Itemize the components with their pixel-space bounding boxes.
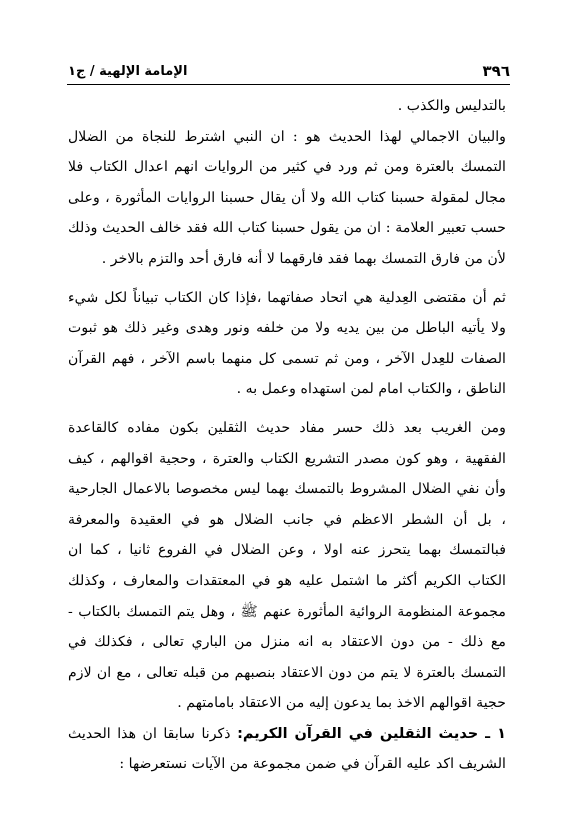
running-title: الإمامة الإلهية / ج١	[68, 63, 188, 79]
header-divider	[67, 84, 510, 85]
page-header	[68, 58, 510, 84]
paragraph-gap	[68, 405, 506, 413]
body-text	[68, 91, 506, 780]
paragraph: والبيان الاجمالي لهذا الحديث هو : ان النبي اشترط للنجاة من الضلال التمسك بالعترة ومن ثم ورد في كثير من الروايات انهم اعدال الكتاب فلا مجال لمقولة حسبنا كتاب الله ولا أن يقال حسبنا الروايات المأثورة ، وعلى حسب تعبير العلامة : ان من يقول حسبنا كتاب الله فقد خالف الحديث وذلك لأن من فارق التمسك بهما فقد فارقهما لا أنه فارق أحد والتزم بالاخر .	[68, 128, 506, 267]
paragraph: ومن الغريب بعد ذلك حسر مفاد حديث الثقلين بكون مفاده كالقاعدة الفقهية ، وهو كون مصدر التشريع الكتاب والعترة ، وحجية اقوالهم ، كيف وأن نفي الضلال المشروط بالتمسك بهما ليس مخصوصا بالاعمال الجارحية ، بل أن الشطر الاعظم في جانب الضلال هو في العقيدة والمعرفة فبالتمسك بهما يتحرز عنه اولا ، وعن الضلال في الفروع ثانيا ، كما ان الكتاب الكريم أكثر ما اشتمل عليه هو في المعتقدات والمعارف ، وكذلك مجموعة المنظومة الروائية المأثورة عنهم ﷺ ، وهل يتم التمسك بالكتاب - مع ذلك - من دون الاعتقاد به انه منزل من الباري تعالى ، فكذلك في التمسك بالعترة لا يتم من دون الاعتقاد بنصبهم من قبله تعالى ، مع ان لازم حجية اقوالهم الاخذ بما يدعون إليه من الاعتقاد بامامتهم .	[68, 419, 506, 712]
paragraph-gap	[68, 275, 506, 283]
section-heading: ١ ـ حديث الثقلين في القرآن الكريم:	[237, 725, 506, 742]
section-text: ذكرنا سابقا ان هذا الحديث الشريف اكد عليه القرآن في ضمن مجموعة من الآيات نستعرضها :	[68, 725, 506, 773]
section-paragraph	[68, 719, 506, 780]
paragraph: ثم أن مقتضى العِدلية هي اتحاد صفاتهما ،فإذا كان الكتاب تبياناً لكل شيء ولا يأتيه الباطل من بين يديه ولا من خلفه ونور وهدى وغير ذلك هو ثبوت الصفات للعِدل الآخر ، ومن ثم تسمى كل منهما باسم الآخر ، فهم القرآن الناطق ، والكتاب امام لمن استهداه وعمل به .	[68, 289, 506, 398]
page-number: ٣٩٦	[482, 62, 510, 80]
paragraph: بالتدليس والكذب .	[397, 98, 506, 114]
